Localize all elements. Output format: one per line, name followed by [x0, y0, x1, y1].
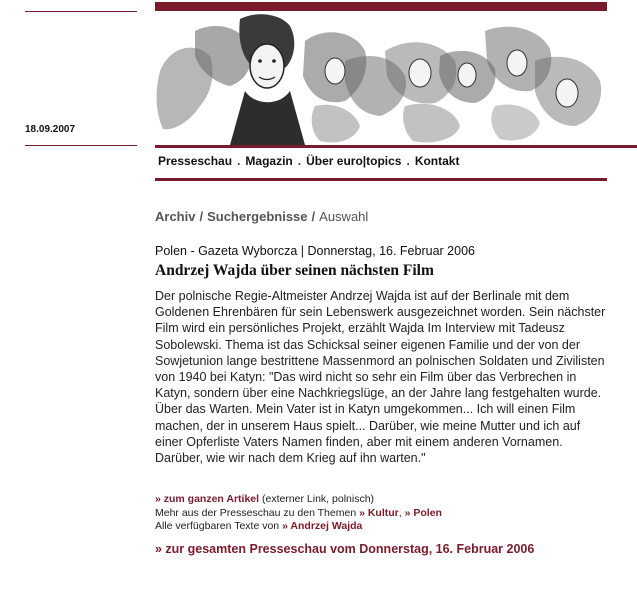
article-body: Der polnische Regie-Altmeister Andrzej Wajda ist auf der Berlinale mit dem Goldenen Ehrenbären für sein Lebenswerk ausgezeichnet worden. Sein nächster Film wird ein persönliches Projekt, erzählt Wajda Im Interview mit Tadeusz Sobolewski. Thema ist das Schicksal seiner eigenen Familie und der von der Sowjetunion lange bestrittene Massenmord an polnischen Soldaten und Zivilisten von 1940 bei Katyn: "Das wird nicht so sehr ein Film über das Verbrechen in Katyn, sondern über eine Nachkriegslüge, an der Jahre lang festgehalten wurde. Über das Warten. Mein Vater ist in Katyn umgekommen... Ich will einen Film machen, der in unserem Haus spielt... Darüber, wie meine Mutter und ich auf einer Opferliste Vaters Namen finden, aber mit einem anderen Vornamen. Darüber, wie wir nach dem Krieg auf ihn warten." — [155, 289, 606, 466]
nav-separator: . — [237, 154, 241, 168]
theme-kultur-link[interactable]: » Kultur — [359, 507, 399, 519]
left-top-rule — [25, 11, 137, 12]
breadcrumb — [155, 209, 368, 224]
nav-ueber-eurotopics[interactable]: Über euro|topics — [306, 154, 402, 168]
header-illustration — [155, 11, 607, 145]
author-texts-prefix: Alle verfügbaren Texte von — [155, 520, 280, 532]
nav-bottom-bar — [155, 178, 607, 181]
header-top-bar — [155, 2, 607, 11]
nav-presseschau[interactable]: Presseschau — [158, 154, 233, 168]
header-bottom-bar — [155, 145, 637, 148]
portrait-main-face — [230, 14, 305, 145]
nav-kontakt[interactable]: Kontakt — [414, 154, 460, 168]
breadcrumb-separator: / — [311, 209, 316, 224]
breadcrumb-separator: / — [199, 209, 204, 224]
breadcrumb-current: Auswahl — [319, 209, 369, 224]
main-nav — [158, 154, 459, 168]
nav-magazin[interactable]: Magazin — [245, 154, 293, 168]
press-review-overview-link[interactable]: » zur gesamten Presseschau vom Donnerstag, 16. Februar 2006 — [155, 542, 535, 556]
article-source-line: Polen - Gazeta Wyborcza | Donnerstag, 16. Februar 2006 — [155, 244, 475, 258]
theme-polen-link[interactable]: » Polen — [404, 507, 442, 519]
nav-separator: . — [297, 154, 302, 168]
full-article-link[interactable]: » zum ganzen Artikel — [155, 493, 260, 505]
article-title: Andrzej Wajda über seinen nächsten Film — [155, 262, 434, 279]
breadcrumb-search-results[interactable]: Suchergebnisse — [207, 209, 308, 224]
breadcrumb-archive[interactable]: Archiv — [155, 209, 196, 224]
full-article-line — [155, 493, 374, 505]
date-stamp: 18.09.2007 — [25, 124, 76, 135]
left-bottom-rule — [25, 145, 137, 146]
author-link[interactable]: » Andrzej Wajda — [282, 520, 363, 532]
themes-line — [155, 507, 442, 519]
full-article-note: (externer Link, polnisch) — [261, 493, 375, 505]
nav-separator: . — [406, 154, 410, 168]
theme-separator: , — [398, 507, 402, 519]
themes-prefix: Mehr aus der Presseschau zu den Themen — [155, 507, 357, 519]
author-texts-line — [155, 520, 362, 532]
